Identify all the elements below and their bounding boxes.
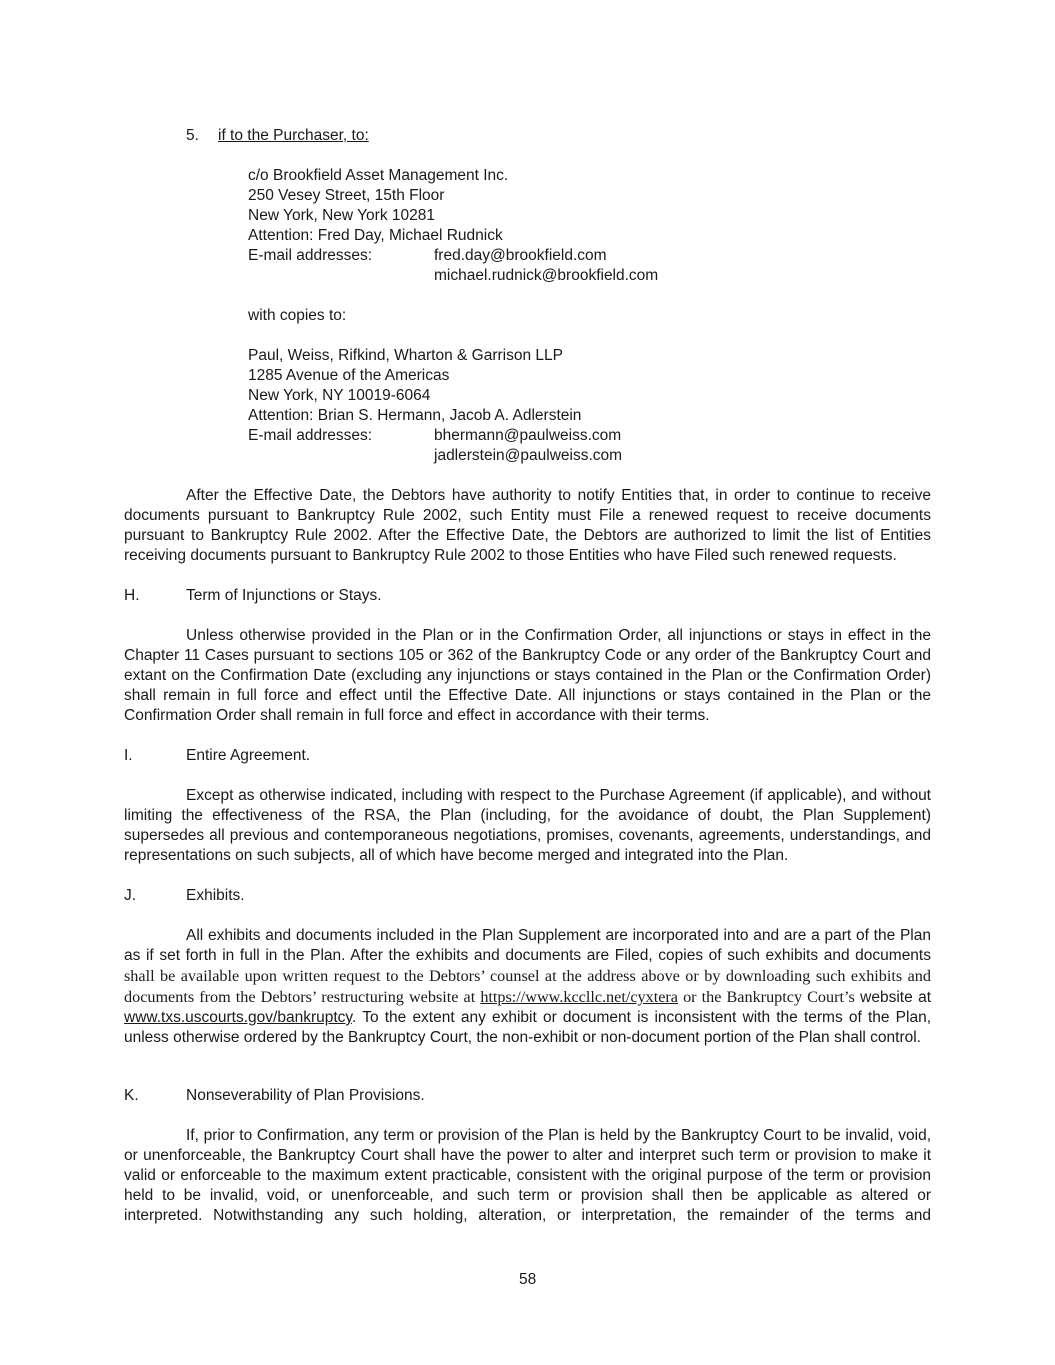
section-body: Unless otherwise provided in the Plan or in the Confirmation Order, all injunctions or stays in effect in the Chapter 11 Cases pursuant to sections 105 or 362 of the Bankruptcy Code or any order of the Bankruptcy Court and extant on the Confirmation Date (excluding any injunctions or stays contained in the Plan or the Confirmation Order) shall remain in full force and effect until the Effective Date. All injunctions or stays contained in the Plan or the Confirmation Order shall remain in full force and effect in accordance with their terms. <box>124 627 931 724</box>
email-address: bhermann@paulweiss.com <box>434 427 622 444</box>
section-body: Except as otherwise indicated, including with respect to the Purchase Agreement (if applicable), and without limiting the effectiveness of the RSA, the Plan (including, for the avoidance of doubt, the Plan Supplement) supersedes all previous and contemporaneous negotiations, promises, covenants, agreements, understandings, and representations on such subjects, all of which have become merged and integrated into the Plan. <box>124 787 931 864</box>
section-heading: Term of Injunctions or Stays. <box>186 587 382 604</box>
address-line: Paul, Weiss, Rifkind, Wharton & Garrison LLP <box>248 347 564 364</box>
attention-line: Attention: Fred Day, Michael Rudnick <box>248 227 503 244</box>
address-line: c/o Brookfield Asset Management Inc. <box>248 167 509 184</box>
body-text: shall be available upon written request to the Debtors’ counsel at the address above or by downloading such exhibits and documents from the Debtors’ restructuring website at <box>124 967 931 1006</box>
section-heading: Exhibits. <box>186 887 245 904</box>
email-address: jadlerstein@paulweiss.com <box>434 447 623 464</box>
section-letter: J. <box>124 887 137 904</box>
copies-label: with copies to: <box>248 307 347 324</box>
body-text: website at <box>854 989 932 1006</box>
address-line: 1285 Avenue of the Americas <box>248 367 450 384</box>
court-website-link[interactable]: www.txs.uscourts.gov/bankruptcy <box>124 1009 352 1026</box>
section-letter: K. <box>124 1087 139 1104</box>
notice-item-number: 5. <box>186 127 199 144</box>
page-number: 58 <box>519 1271 537 1288</box>
email-address: fred.day@brookfield.com <box>434 247 607 264</box>
body-text: or the Bankruptcy Court’s <box>677 988 855 1006</box>
body-text: All exhibits and documents included in the Plan Supplement are incorporated into and are a part of the Plan as if set forth in full in the Plan. After the exhibits and documents are Filed, copies of such exhibits and documents <box>124 927 931 964</box>
section-heading: Nonseverability of Plan Provisions. <box>186 1087 425 1104</box>
section-body-exhibits <box>124 926 931 1048</box>
address-line: 250 Vesey Street, 15th Floor <box>248 187 445 204</box>
section-letter: I. <box>124 747 133 764</box>
section-heading: Entire Agreement. <box>186 747 311 764</box>
address-line: New York, New York 10281 <box>248 207 435 224</box>
email-label: E-mail addresses: <box>248 427 373 444</box>
email-label: E-mail addresses: <box>248 247 373 264</box>
attention-line: Attention: Brian S. Hermann, Jacob A. Adlerstein <box>248 407 582 424</box>
section-body: If, prior to Confirmation, any term or provision of the Plan is held by the Bankruptcy Court to be invalid, void, or unenforceable, the Bankruptcy Court shall have the power to alter and interpret such term or provision to make it valid or enforceable to the maximum extent practicable, consistent with the original purpose of the term or provision held to be invalid, void, or unenforceable, and such term or provision shall then be applicable as altered or interpreted. Notwithstanding any such holding, alteration, or interpretation, the remainder of the terms and <box>124 1127 931 1224</box>
section-letter: H. <box>124 587 140 604</box>
notice-item-label: if to the Purchaser, to: <box>218 127 369 144</box>
paragraph-renewed-requests: After the Effective Date, the Debtors have authority to notify Entities that, in order to continue to receive documents pursuant to Bankruptcy Rule 2002, such Entity must File a renewed request to receive documents pursuant to Bankruptcy Rule 2002. After the Effective Date, the Debtors are authorized to limit the list of Entities receiving documents pursuant to Bankruptcy Rule 2002 to those Entities who have Filed such renewed requests. <box>124 487 931 564</box>
email-address: michael.rudnick@brookfield.com <box>434 267 659 284</box>
restructuring-website-link[interactable]: https://www.kccllc.net/cyxtera <box>480 988 678 1006</box>
address-line: New York, NY 10019-6064 <box>248 387 431 404</box>
body-text: . To the extent any exhibit or document is inconsistent with the terms of the Plan, unless otherwise ordered by the Bankruptcy Court, the non-exhibit or non-document portion of the Plan shall control. <box>124 1009 931 1046</box>
